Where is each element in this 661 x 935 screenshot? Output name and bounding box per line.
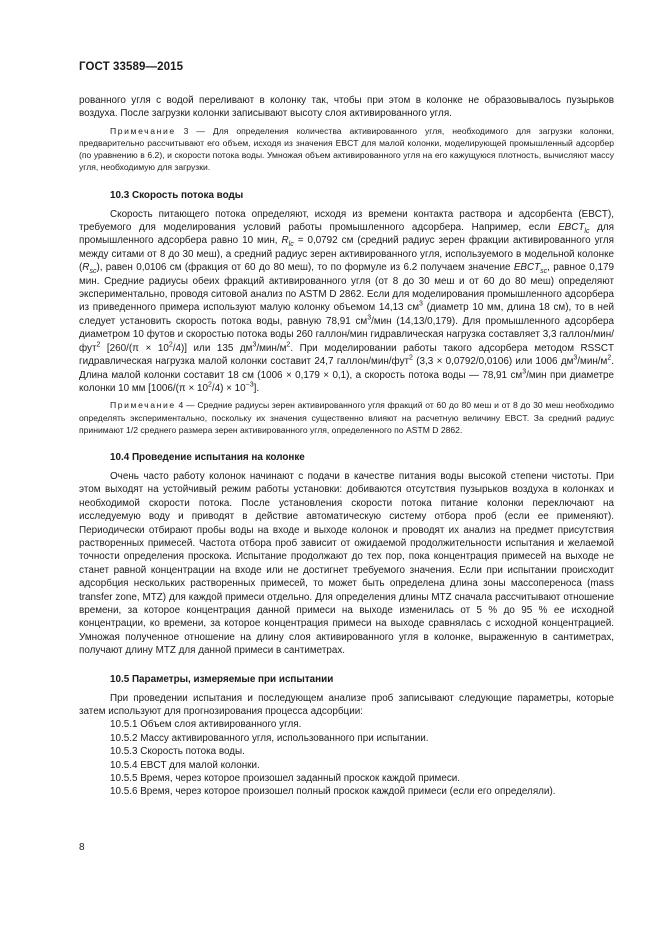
subscript: lc <box>584 228 590 235</box>
text-run: /4) × 10 <box>211 382 246 394</box>
note-4 <box>79 399 614 436</box>
note-3 <box>79 125 614 174</box>
section-10-3-paragraph <box>79 208 614 396</box>
section-10-3-heading: 10.3 Скорость потока воды <box>110 189 244 201</box>
text-run: [260/(π × 10 <box>100 342 169 354</box>
subscript: sc <box>540 268 548 276</box>
superscript: 3 <box>419 301 423 309</box>
text-run: (3,3 × 0,0792/0,0106) или 1006 дм <box>412 356 574 368</box>
superscript: 3 <box>252 341 257 349</box>
subscript: lc <box>288 241 294 249</box>
document-code-header: ГОСТ 33589—2015 <box>79 61 184 73</box>
text-run: для промышленного адсорбера равно 10 мин, <box>79 222 615 247</box>
note-4-label: Примечание <box>110 400 176 411</box>
list-item: 10.5.1 Объем слоя активированного угля. <box>110 719 302 731</box>
superscript: 3 <box>522 368 527 376</box>
text-run: Скорость питающего потока определяют, исходя из времени контакта раствора и адсорбента (EBCT), требуемого для моделирования условий работы промышленного адсорбера. Например, если <box>79 208 614 234</box>
text-run: ), равен 0,0106 см (фракция от 60 до 80 меш), то по формуле из 6.2 получаем значение <box>96 262 514 274</box>
superscript: 2 <box>168 341 173 349</box>
r-symbol: R <box>281 235 289 247</box>
text-run: /мин (14,13/0,179). Для промышленного адсорбера диаметром 10 футов и скоростью потока воды 260 галлон/мин гидравлическая нагрузка составляет 3,3 галлон/мин/фут <box>79 315 614 354</box>
text-run: = 0,0792 см (средний радиус зерен фракции активированного угля между ситами от 8 до 30 меш), а средний радиус зерен активированного угля, используемого в модельной колонке ( <box>79 235 614 274</box>
superscript: 3 <box>367 314 372 322</box>
subscript: sc <box>89 268 97 276</box>
list-item: 10.5.2 Массу активированного угля, использованного при испытании. <box>110 732 429 744</box>
note-3-label: Примечание <box>110 125 176 136</box>
intro-paragraph: рованного угля с водой переливают в колонку так, чтобы при этом в колонке не образовывалось пузырьков воздуха. После загрузки колонки записывают высоту слоя активированного угля. <box>79 95 614 120</box>
parameters-list <box>79 718 614 798</box>
list-item: 10.5.6 Время, через которое произошел полный проскок каждой примеси (если его определяли). <box>110 786 556 798</box>
text-run: . Длина малой колонки составит 18 см (1006 × 0,179 × 0,1), а скорость потока воды — 78,91 см <box>79 356 614 381</box>
section-10-4-paragraph: Очень часто работу колонок начинают с подачи в качестве питания воды высокой степени чистоты. При этом выходят на устойчивый режим работы установки: добиваются отсутствия пузырьков воздуха в колонках и необходимой скорости потока. После установления скорости потока питание колонки переключают на исследуемую воду и приводят в действие автоматическую систему отбора проб (если ее применяют). Периодически отбирают пробы воды на входе и выходе колонок и проводят их анализ на предмет присутствия растворенных примесей. Частота отбора проб зависит от ожидаемой продолжительности испытания и желаемой точности определения проскока. Испытание продолжают до тех пор, пока концентрация примесей на выходе не станет равной концентрации на входе или не достигнет требуемого значения. Если при испытании происходит адсорбция нескольких растворенных примесей, то может быть определена длина зоны массопереноса (mass transfer zone, MTZ) для каждой примеси отдельно. Для определения длины MTZ сначала рассчитывают отношение времени, за которое концентрация данной примеси на выходе изменилась от 5 % до 95 % ее исходной концентрации, ко времени, за которое концентрация примеси на выходе сравнялась с исходной концентрацией. Умножая полученное отношение на длину слоя активированного угля в колонке, выраженную в сантиметрах, получают длину MTZ для данной примеси в сантиметрах. <box>79 470 614 657</box>
section-10-5-intro: При проведении испытания и последующем анализе проб записывают следующие параметры, которые затем используют для прогнозирования процесса адсорбции: <box>79 692 614 718</box>
superscript: 2 <box>607 354 612 362</box>
superscript: 3 <box>573 354 578 362</box>
list-item: 10.5.3 Скорость потока воды. <box>110 746 245 758</box>
r-symbol: R <box>82 262 90 274</box>
ebct-symbol: EBCT <box>513 262 541 274</box>
text-run: , равное 0,179 мин. Средние радиусы обеих фракций активированного угля (от 8 до 30 меш и от 60 до 80 меш) определяют экспериментально, проводя ситовой анализ по ASTM D 2862. Если для моделирования промышленного адсорбера из приведенного примера используют малую колонку объемом 14,13 см <box>79 262 614 314</box>
section-10-4-heading: 10.4 Проведение испытания на колонке <box>110 451 305 463</box>
text-run: /мин/м <box>256 342 287 354</box>
superscript: 2 <box>207 381 212 389</box>
list-item: 10.5.5 Время, через которое произошел заданный проскок каждой примеси. <box>110 773 461 785</box>
note-3-text: 3 — Для определения количества активированного угля, необходимого для загрузки колонки, предварительно рассчитывают его объем, исходя из значения EBCT для малой колонки, моделирующей промышленный адсорбер (по уравнению в 6.2), и скорости потока воды. Умножая объем активированного угля на его кажущуюся плотность, вычисляют массу угля, необходимую для загрузки. <box>79 125 614 173</box>
text-run: (диаметр 10 мм, длина 18 см), то в ней следует установить скорость потока воды, равную 78,91 см <box>79 302 614 327</box>
note-4-text: 4 — Средние радиусы зерен активированного угля фракций от 60 до 80 меш и от 8 до 30 меш необходимо определять экспериментально, поскольку их значения существенно влияют на расчетную величину EBCT. За средний радиус принимают 1/2 среднего размера зерен активированного угля, определенного по ASTM D 2862. <box>79 400 614 435</box>
superscript: −3 <box>245 381 254 389</box>
ebct-symbol: EBCT <box>558 222 585 234</box>
superscript: 2 <box>286 341 291 349</box>
text-run: /4)] или 135 дм <box>172 342 253 354</box>
text-run: /мин/м <box>577 356 608 368</box>
superscript: 2 <box>96 341 101 349</box>
superscript: 2 <box>409 354 413 362</box>
text-run: ]. <box>253 382 260 394</box>
page-number: 8 <box>79 842 85 853</box>
section-10-5-heading: 10.5 Параметры, измеряемые при испытании <box>110 673 334 685</box>
text-run: /мин при диаметре колонки 10 мм [1006/(π × 10 <box>79 369 615 394</box>
text-run: . При моделировании работы такого адсорбера методом RSSCT гидравлическая нагрузка малой колонки составит 24,7 галлон/мин/фут <box>79 342 614 368</box>
page-body <box>79 94 614 799</box>
list-item: 10.5.4 EBCT для малой колонки. <box>110 759 260 771</box>
